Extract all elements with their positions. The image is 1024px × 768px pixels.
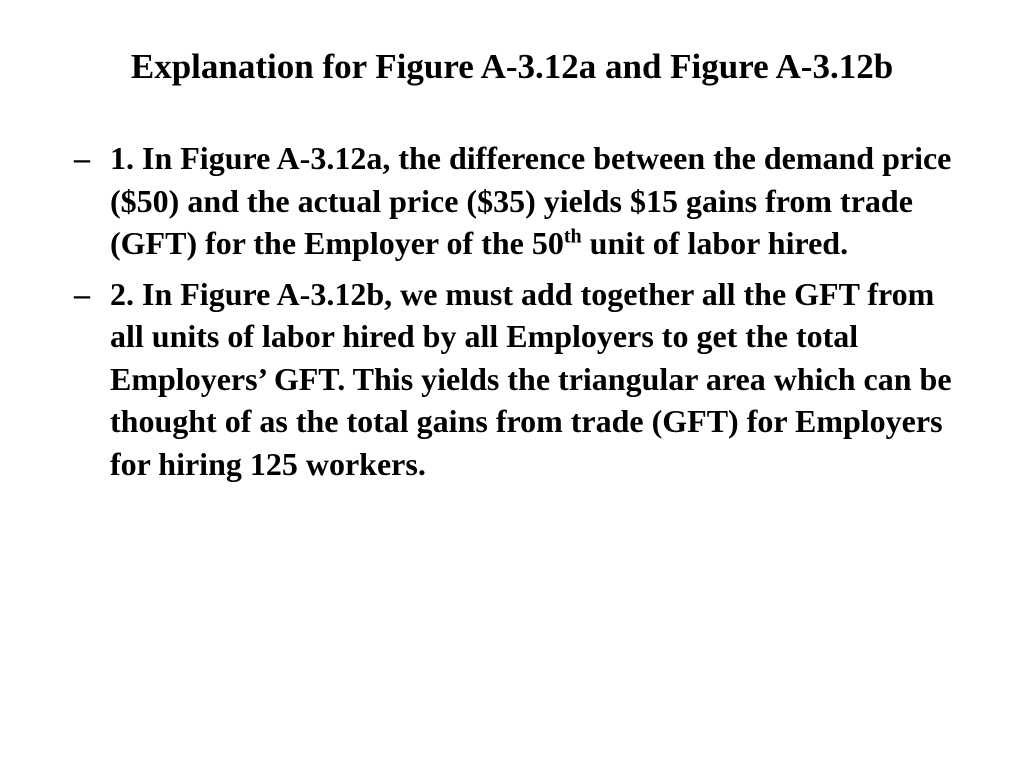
bullet-item-1 — [74, 137, 954, 265]
bullet-text-1-main: 1. In Figure A-3.12a, the difference between the demand price ($50) and the actual price ($35) yields $15 gains from trade (GFT) for the Employer of the 50 — [110, 140, 952, 261]
bullet-dash: – — [74, 275, 90, 312]
bullet-list — [74, 137, 954, 493]
bullet-text-2: 2. In Figure A-3.12b, we must add together all the GFT from all units of labor hired by all Employers to get the total Employers’ GFT. This yields the triangular area which can be thought of as the total gains from trade (GFT) for Employers for hiring 125 workers. — [110, 275, 952, 482]
ordinal-superscript: th — [563, 225, 582, 248]
slide-title: Explanation for Figure A-3.12a and Figure A-3.12b — [130, 47, 894, 86]
bullet-text-1-end: unit of labor hired. — [581, 225, 849, 261]
bullet-text-1 — [110, 137, 954, 265]
bullet-item-2 — [74, 273, 954, 486]
bullet-dash: – — [74, 140, 90, 176]
